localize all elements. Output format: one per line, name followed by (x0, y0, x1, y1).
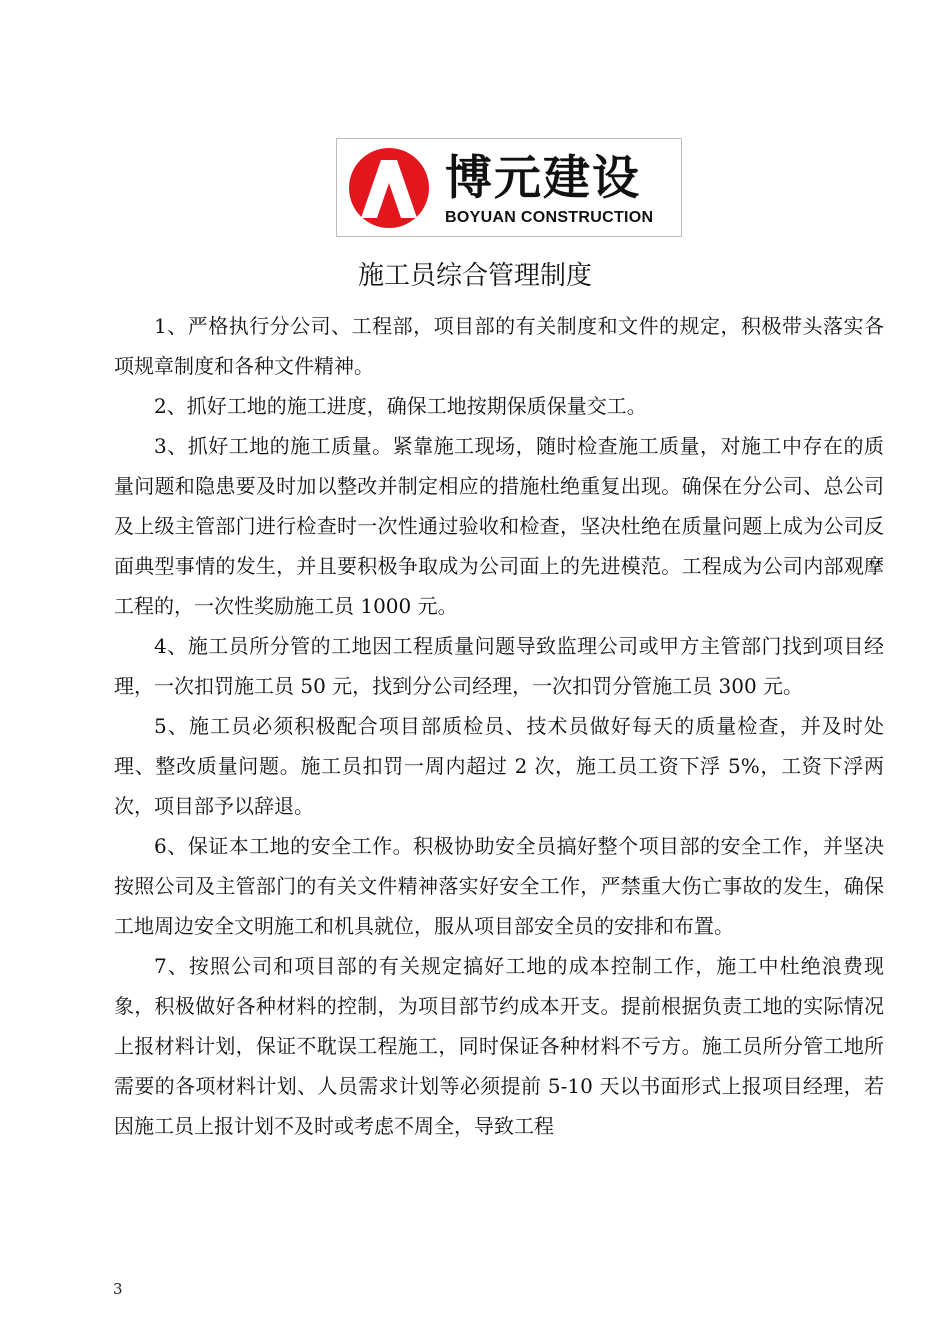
paragraph-5: 5、施工员必须积极配合项目部质检员、技术员做好每天的质量检查，并及时处理、整改质量问题。施工员扣罚一周内超过 2 次，施工员工资下浮 5%，工资下浮两次，项目部予以辞退。 (114, 714, 884, 818)
boyuan-logo-icon (343, 145, 435, 231)
document-body (114, 306, 884, 1146)
paragraph-2: 2、抓好工地的施工进度，确保工地按期保质保量交工。 (154, 394, 647, 418)
paragraph-3: 3、抓好工地的施工质量。紧靠施工现场，随时检查施工质量，对施工中存在的质量问题和隐患要及时加以整改并制定相应的措施杜绝重复出现。确保在分公司、总公司及上级主管部门进行检查时一次性通过验收和检查，坚决杜绝在质量问题上成为公司反面典型事情的发生，并且要积极争取成为公司面上的先进模范。工程成为公司内部观摩工程的，一次性奖励施工员 1000 元。 (114, 434, 884, 618)
paragraph-4: 4、施工员所分管的工地因工程质量问题导致监理公司或甲方主管部门找到项目经理，一次扣罚施工员 50 元，找到分公司经理，一次扣罚分管施工员 300 元。 (114, 634, 884, 698)
page-number: 3 (113, 1280, 123, 1298)
logo-english-name: BOYUAN CONSTRUCTION (445, 209, 654, 226)
logo-chinese-name: 博元建设 (445, 151, 641, 206)
document-title: 施工员综合管理制度 (357, 261, 592, 291)
company-logo (336, 138, 682, 237)
paragraph-7: 7、按照公司和项目部的有关规定搞好工地的成本控制工作，施工中杜绝浪费现象，积极做好各种材料的控制，为项目部节约成本开支。提前根据负责工地的实际情况上报材料计划，保证不耽误工程施工，同时保证各种材料不亏方。施工员所分管工地所需要的各项材料计划、人员需求计划等必须提前 5-10 天以书面形式上报项目经理，若因施工员上报计划不及时或考虑不周全，导致工程 (114, 954, 884, 1138)
paragraph-6: 6、保证本工地的安全工作。积极协助安全员搞好整个项目部的安全工作，并坚决按照公司及主管部门的有关文件精神落实好安全工作，严禁重大伤亡事故的发生，确保工地周边安全文明施工和机具就位，服从项目部安全员的安排和布置。 (114, 834, 884, 938)
paragraph-1: 1、严格执行分公司、工程部，项目部的有关制度和文件的规定，积极带头落实各项规章制度和各种文件精神。 (114, 314, 884, 378)
